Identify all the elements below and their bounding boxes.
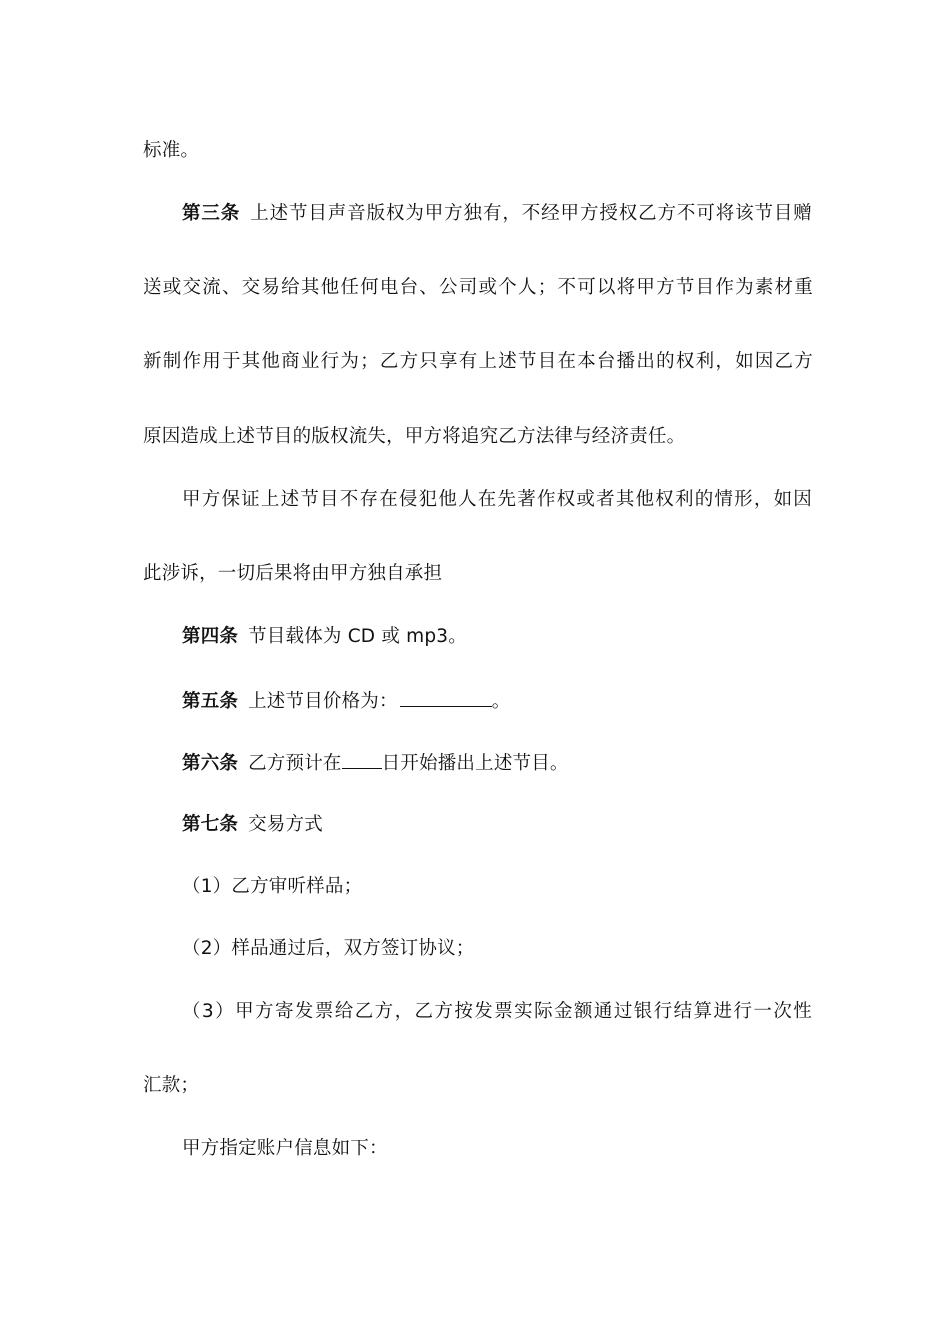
article-3-heading: 第三条 <box>182 203 241 224</box>
text-line <box>143 139 813 163</box>
article-7-text: 交易方式 <box>248 814 323 835</box>
article-4-text: 节目载体为 CD 或 mp3。 <box>248 626 467 647</box>
line-text: 新制作用于其他商业行为；乙方只享有上述节目在本台播出的权利，如因乙方 <box>143 351 813 372</box>
line-text: 此涉诉，一切后果将由甲方独自承担 <box>143 563 443 584</box>
list-item <box>182 1000 812 1024</box>
date-blank <box>342 750 382 769</box>
article-4-line <box>182 625 812 649</box>
article-7-line <box>182 813 812 837</box>
line-text: 甲方指定账户信息如下： <box>182 1138 388 1159</box>
text-line <box>143 276 813 300</box>
list-item-text: （3）甲方寄发票给乙方，乙方按发票实际金额通过银行结算进行一次性 <box>182 1001 812 1022</box>
list-item <box>182 937 812 961</box>
article-5-end: 。 <box>491 691 511 712</box>
article-6-line <box>182 750 812 776</box>
line-text: 甲方保证上述节目不存在侵犯他人在先著作权或者其他权利的情形，如因 <box>182 489 812 510</box>
article-6-heading: 第六条 <box>182 753 239 774</box>
text-line <box>143 562 813 586</box>
text-line <box>143 350 813 374</box>
line-text: 原因造成上述节目的版权流失，甲方将追究乙方法律与经济责任。 <box>143 426 686 447</box>
line-text: 送或交流、交易给其他任何电台、公司或个人；不可以将甲方节目作为素材重 <box>143 277 813 298</box>
price-blank <box>400 688 492 707</box>
article-7-heading: 第七条 <box>182 814 239 835</box>
article-3-first-line <box>182 202 812 226</box>
article-5-text: 上述节目价格为： <box>248 691 398 712</box>
line-text: 标准。 <box>143 140 200 161</box>
text-line <box>143 1074 813 1098</box>
text-line <box>182 488 812 512</box>
article-5-line <box>182 688 812 714</box>
line-text: 汇款； <box>143 1075 200 1096</box>
list-item <box>182 875 812 899</box>
article-5-heading: 第五条 <box>182 691 239 712</box>
text-line <box>182 1137 812 1161</box>
list-item-text: （1）乙方审听样品； <box>182 876 363 897</box>
article-3-text: 上述节目声音版权为甲方独有，不经甲方授权乙方不可将该节目赠 <box>250 203 812 224</box>
text-line <box>143 425 813 449</box>
article-6-text: 乙方预计在 <box>248 753 342 774</box>
list-item-text: （2）样品通过后，双方签订协议； <box>182 938 475 959</box>
article-6-end: 日开始播出上述节目。 <box>381 753 569 774</box>
article-4-heading: 第四条 <box>182 626 239 647</box>
